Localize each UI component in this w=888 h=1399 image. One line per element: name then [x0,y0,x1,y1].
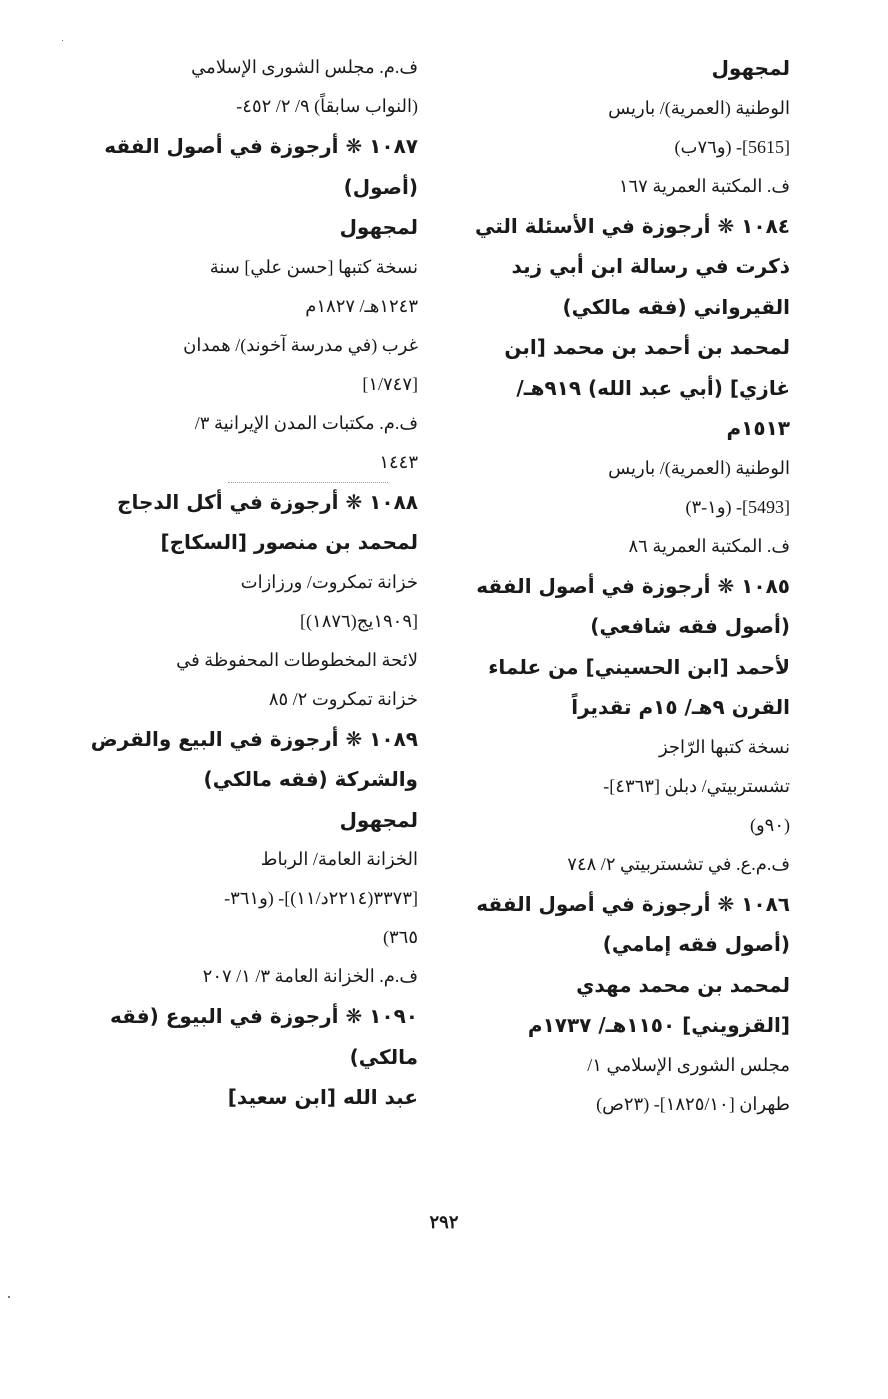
entry-heading-line: ١٠٨٥ ❋ أرجوزة في أصول الفقه [476,573,790,598]
entry-detail-line: ف.م.ع. في تشستربيتي ٢/ ٧٤٨ [567,853,790,874]
entry-heading-line: لمجهول [339,807,418,832]
page-number: ٢٩٢ [429,1212,459,1232]
entry-heading-line: لمحمد بن أحمد بن محمد [ابن [504,335,790,359]
right-column [440,48,790,1124]
entry-detail-line: غرب (في مدرسة آخوند)/ همدان [183,334,418,355]
entry-detail-line: [٣٣٧٣(٢٢١٤د/١١)]- (و٣٦١- [224,888,418,908]
entry-heading-line: القرن ٩هـ/ ١٥م تقديراً [571,695,790,719]
entry-heading-line: غازي] (أبي عبد الله) ٩١٩هـ/ [516,375,790,400]
entry-detail-line: ف.م. الخزانة العامة ٣/ ١/ ٢٠٧ [202,966,418,986]
entry-detail-line: [١/٧٤٧] [362,373,418,394]
entry-detail-line: ١٢٤٣هـ/ ١٨٢٧م [305,295,418,316]
entry-heading-line: لمجهول [711,56,790,80]
entry-heading-line: ١٠٨٧ ❋ أرجوزة في أصول الفقه [104,134,418,158]
entry-detail-line: ف.م. مجلس الشورى الإسلامي [191,57,418,77]
entry-heading-line: ١٥١٣م [726,416,790,440]
entry-detail-line: الوطنية (العمرية)/ باريس [608,457,790,478]
entry-detail-line: ف.م. مكتبات المدن الإيرانية ٣/ [194,412,418,433]
entry-heading-line: [القزويني] ١١٥٠هـ/ ١٧٣٧م [527,1013,790,1037]
entry-heading-line: لأحمد [ابن الحسيني] من علماء [488,654,790,679]
entry-heading-line: لمحمد بن منصور [السكاج] [160,530,418,554]
entry-heading-line: مالكي) [349,1044,418,1069]
entry-detail-line: الوطنية (العمرية)/ باريس [608,97,790,118]
entry-detail-line: تشستربيتي/ دبلن [٤٣٦٣]- [603,775,790,796]
entry-heading-line: ١٠٨٨ ❋ أرجوزة في أكل الدجاج [117,489,418,514]
entry-detail-line: [5493]- (و١-٣) [685,496,790,517]
entry-detail-line: خزانة تمكروت/ ورزازات [240,571,418,592]
entry-detail-line: ف. المكتبة العمرية ١٦٧ [618,175,790,196]
entry-heading-line: (أصول فقه إمامي) [602,932,790,956]
entry-heading-line: عبد الله [ابن سعيد] [227,1085,418,1109]
entry-heading-line: لمحمد بن محمد مهدي [576,972,790,997]
scan-speck [8,1296,10,1298]
entry-detail-line: [5615]- (و٧٦ب) [674,136,790,157]
entry-detail-line: الخزانة العامة/ الرباط [260,849,418,869]
entry-detail-line: مجلس الشورى الإسلامي ١/ [587,1054,790,1075]
entry-detail-line: ف. المكتبة العمرية ٨٦ [628,535,790,556]
entry-heading-line: (أصول) [343,174,418,199]
entry-detail-line: (النواب سابقاً) ٩/ ٢/ ٤٥٢- [236,96,418,116]
entry-detail-line: طهران [١٨٢٥/١٠]- (٢٣ص) [596,1093,790,1114]
dotted-rule [228,482,388,483]
entry-detail-line: خزانة تمكروت ٢/ ٨٥ [268,688,418,709]
entry-detail-line: ٣٦٥) [382,927,418,947]
entry-heading-line: ١٠٨٤ ❋ أرجوزة في الأسئلة التي [474,213,790,238]
entry-heading-line: ١٠٩٠ ❋ أرجوزة في البيوع (فقه [109,1004,418,1028]
left-column [68,48,418,1118]
entry-heading-line: ١٠٨٩ ❋ أرجوزة في البيع والقرض [90,726,418,751]
entry-heading-line: والشركة (فقه مالكي) [203,767,418,791]
entry-heading-line: ذكرت في رسالة ابن أبي زيد [511,254,790,278]
entry-heading-line: (أصول فقه شافعي) [590,614,790,638]
scan-speck [62,40,63,41]
entry-detail-line: ١٤٤٣ [379,451,418,472]
entry-detail-line: لائحة المخطوطات المحفوظة في [176,649,418,670]
entry-heading-line: ١٠٨٦ ❋ أرجوزة في أصول الفقه [476,891,790,916]
entry-heading-line: لمجهول [339,215,418,239]
entry-detail-line: (٩٠و) [749,814,790,835]
entry-detail-line: نسخة كتبها [حسن علي] سنة [209,256,418,277]
entry-detail-line: نسخة كتبها الرّاجز [658,736,790,757]
entry-heading-line: القيرواني (فقه مالكي) [562,294,790,319]
entry-detail-line: [١٩٠٩يج(١٨٧٦)] [300,610,418,631]
